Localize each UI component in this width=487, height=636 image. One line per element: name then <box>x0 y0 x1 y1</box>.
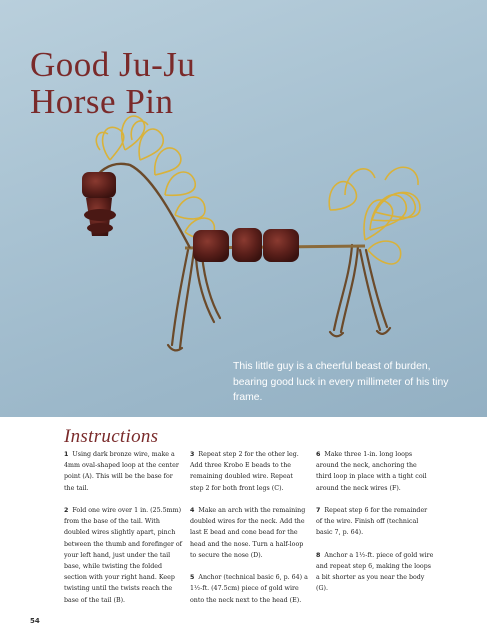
step-1 <box>64 449 182 494</box>
step-text: Anchor (technical basic 6, p. 64) a 1½-ft. (47.5cm) piece of gold wire onto the neck next to the head (E). <box>190 574 308 604</box>
step-number: 4 <box>190 507 195 514</box>
step-number: 5 <box>190 574 195 582</box>
step-text: Repeat step 2 for the other leg. Add three Krobo E beads to the remaining doubled wire. Repeat step 2 for both front legs (C). <box>190 451 299 492</box>
krobo-beads <box>193 228 299 262</box>
instructions-column-1 <box>64 449 182 617</box>
step-8 <box>316 550 434 595</box>
step-2 <box>64 505 182 606</box>
step-number: 3 <box>190 451 195 458</box>
step-text: Make an arch with the remaining doubled wires for the neck. Add the last E bead and cone bead for the head and the nose. Turn a half-loop to secure the nose (D). <box>190 507 306 559</box>
step-text: Using dark bronze wire, make a 4mm oval-shaped loop at the center point (A). This will be the base for the tail. <box>64 451 179 492</box>
step-5 <box>190 572 308 606</box>
step-3 <box>190 449 308 494</box>
photo-caption: This little guy is a cheerful beast of burden, bearing good luck in every millimeter of his tiny frame. <box>233 361 449 403</box>
instructions-column-2 <box>190 449 308 617</box>
step-number: 1 <box>64 451 69 458</box>
title-line-2: Horse Pin <box>30 82 174 121</box>
instructions-heading: Instructions <box>64 426 159 447</box>
step-text: Make three 1-in. long loops around the neck, anchoring the third loop in place with a tight coil around the neck wires (F). <box>316 451 427 492</box>
page-number: 54 <box>30 617 40 625</box>
step-4 <box>190 505 308 561</box>
title-line-1: Good Ju-Ju <box>30 45 196 84</box>
step-text: Repeat step 6 for the remainder of the wire. Finish off (technical basic 7, p. 64). <box>316 507 428 537</box>
page-title <box>30 46 195 120</box>
step-6 <box>316 449 434 494</box>
gold-tail <box>329 167 420 264</box>
step-number: 6 <box>316 451 321 458</box>
step-text: Anchor a 1½-ft. piece of gold wire and repeat step 6, making the loops a bit shorter as you near the body (G). <box>316 551 434 593</box>
step-number: 8 <box>316 551 321 559</box>
step-number: 2 <box>64 507 69 514</box>
step-7 <box>316 505 434 539</box>
instructions-column-3 <box>316 449 434 606</box>
head-beads <box>82 172 116 236</box>
step-number: 7 <box>316 507 321 514</box>
step-text: Fold one wire over 1 in. (25.5mm) from the base of the tail. With doubled wires slightly apart, pinch between the thumb and forefinger of your left hand, just under the tail base, while twisting the folded section with your right hand. Keep twisting until the twists reach the base of the tail (B). <box>64 507 182 604</box>
